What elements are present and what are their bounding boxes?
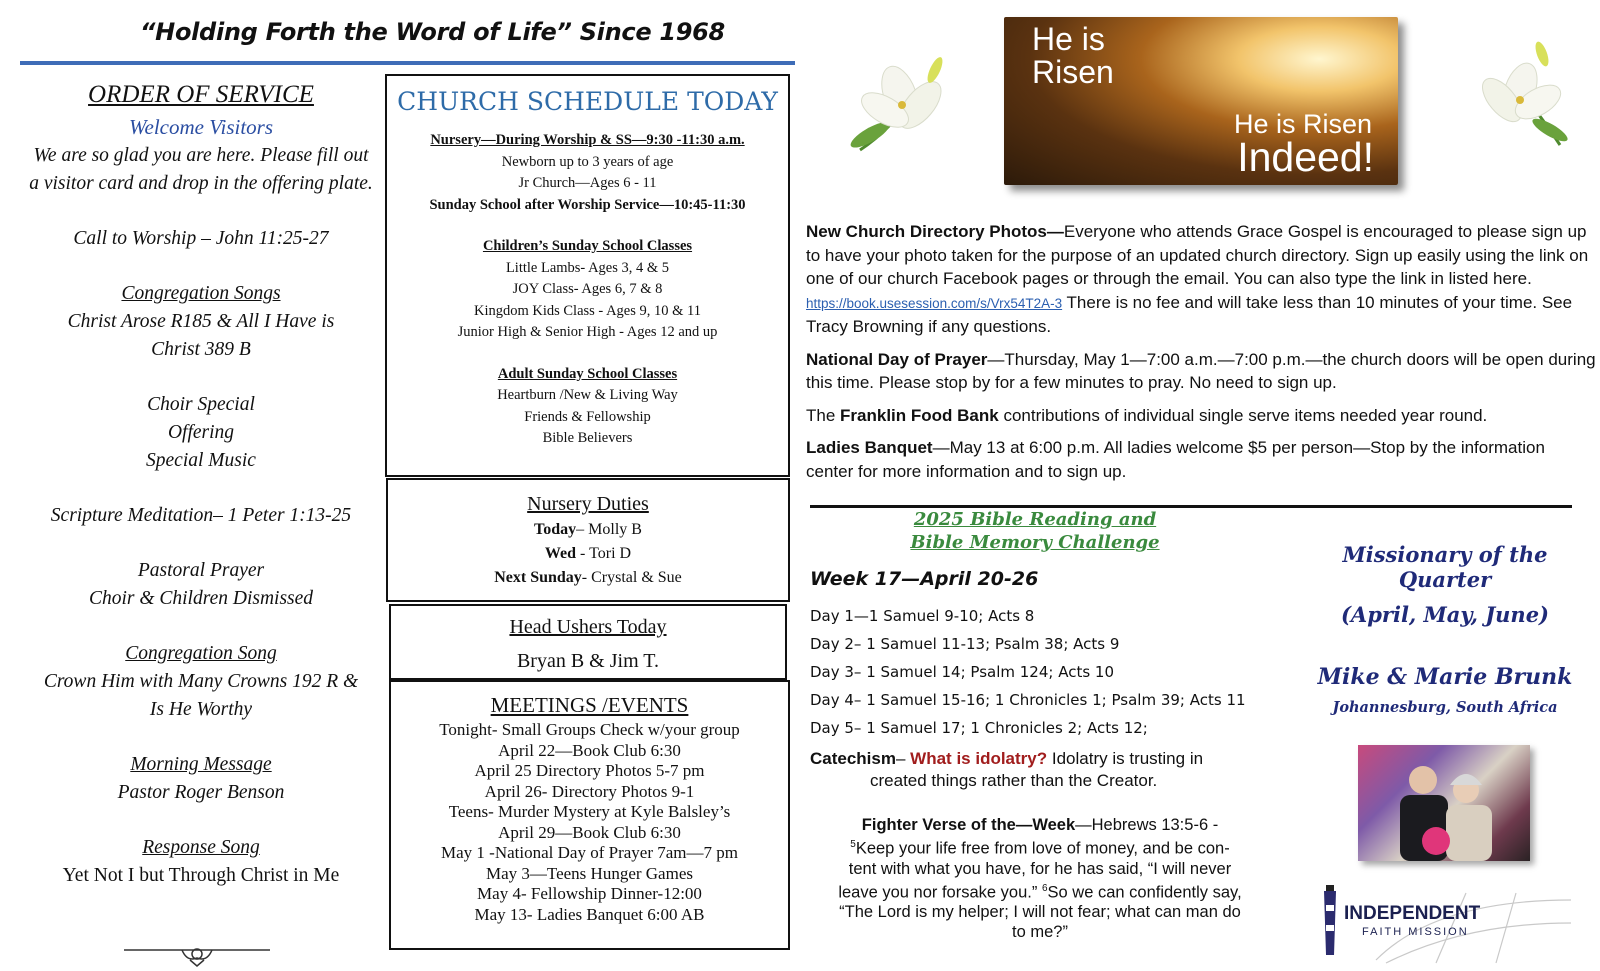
order-title: ORDER OF SERVICE [88,81,314,108]
reading-day: Day 5– 1 Samuel 17; 1 Chronicles 2; Acts 12; [810,719,1148,737]
song2-line-1: Crown Him with Many Crowns 192 R & [43,671,359,692]
independent-faith-mission-logo [1316,875,1576,965]
fighter-verse: Fighter Verse of the—Week—Hebrews 13:5-6 - $^5$Keep your life free from love of money, and be con- tent with what you have, for he has said, “I will never leave you nor forsake you.” $^6$So we can confidently say, “The Lord is my helper; I will not fear; what can man do to me?” [838,816,1242,941]
special-music: Special Music [146,450,256,471]
banner-text-2: He is Risen [1233,109,1372,139]
directory-announcement: New Church Directory Photos—Everyone who attends Grace Gospel is encouraged to please sign up to have your photo taken for the purpose of an updated church directory. Sign up easily using the link on one of our church Facebook pages or through the email. You can also type the link in listed here. https://book.usesession.com/s/Vrx54T2A-3 There is no fee and will take less than 10 minutes of your time. See Tracy Browning if any questions. [806,222,1589,336]
song2-line-2: Is He Worthy [149,699,253,720]
banner-text-3: Indeed! [1237,134,1374,180]
nursery-today: Today– Molly B [534,521,642,538]
welcome-text-2: a visitor card and drop in the offering plate. [29,173,373,194]
lily-flower-icon [1470,40,1580,150]
missionary-photo [1358,745,1530,861]
nursery-duties-box [386,478,790,602]
catechism-question: What is idolatry? [910,749,1048,768]
missionary-of-quarter: Missionary of the Quarter (April, May, June) Mike & Marie Brunk Johannesburg, South Africa [1300,542,1590,716]
motto: “Holding Forth the Word of Life” Since 1968 [140,18,725,46]
scripture-meditation: Scripture Meditation– 1 Peter 1:13-25 [50,505,352,526]
schedule-jr-church: Jr Church—Ages 6 - 11 [518,175,657,191]
morning-message-label: Morning Message [130,754,272,775]
event-item: May 13- Ladies Banquet 6:00 AB [474,904,705,924]
meetings-events-box [389,680,790,950]
reading-day: Day 1—1 Samuel 9-10; Acts 8 [810,607,1035,625]
schedule-newborn: Newborn up to 3 years of age [501,153,674,170]
class-heartburn: Heartburn /New & Living Way [497,387,678,403]
logo-text-2: FAITH MISSION [1362,926,1469,938]
songs-line-2: Christ 389 B [151,339,251,360]
adult-classes-label: Adult Sunday School Classes [497,365,678,382]
lily-flower-icon [840,50,955,160]
response-song: Yet Not I but Through Christ in Me [62,865,340,886]
banquet-announcement: Ladies Banquet—May 13 at 6:00 p.m. All ladies welcome $5 per person—Stop by the information center for more information and to sign up. [806,438,1545,481]
banner-text-1: He is Risen [1032,21,1114,90]
songs-line-1: Christ Arose R185 & All I Have is [67,311,335,332]
bible-reading-title: 2025 Bible Reading and Bible Memory Challenge [910,509,1160,553]
food-bank-announcement: The Franklin Food Bank contributions of individual single serve items needed year round. [806,405,1488,425]
pastoral-prayer: Pastoral Prayer [137,560,265,581]
class-joy: JOY Class- Ages 6, 7 & 8 [512,281,663,297]
class-bible-believers: Bible Believers [542,430,633,446]
welcome-heading: Welcome Visitors [128,115,274,139]
nursery-wed: Wed - Tori D [544,545,632,562]
catechism: Catechism– What is idolatry? Idolatry is trusting in created things rather than the Creator. [810,749,1204,790]
congregation-song-label: Congregation Song [125,643,277,664]
children-dismissed: Choir & Children Dismissed [88,588,314,609]
event-item: Tonight- Small Groups Check w/your group [439,720,740,739]
class-kingdom-kids: Kingdom Kids Class - Ages 9, 10 & 11 [473,302,702,319]
class-friends: Friends & Fellowship [524,408,651,425]
header-rule [20,61,795,65]
call-to-worship: Call to Worship – John 11:25-27 [73,228,329,249]
reading-day: Day 4– 1 Samuel 15-16; 1 Chronicles 1; Psalm 39; Acts 11 [810,691,1246,709]
childrens-classes-label: Children’s Sunday School Classes [482,238,693,254]
offering: Offering [167,422,235,443]
class-junior-high: Junior High & Senior High - Ages 12 and up [457,324,718,340]
congregation-songs-label: Congregation Songs [121,283,281,304]
response-song-label: Response Song [142,837,260,858]
missionary-names: Mike & Marie Brunk [1317,664,1573,690]
event-item: April 25 Directory Photos 5-7 pm [474,761,705,780]
church-schedule-box [385,74,790,477]
directory-link[interactable]: https://book.usesession.com/s/Vrx54T2A-3 [806,295,1063,311]
schedule-sunday-school: Sunday School after Worship Service—10:45-11:30 [429,196,746,213]
he-is-risen-banner [1004,17,1398,185]
reading-days [810,602,1246,742]
event-item: April 29—Book Club 6:30 [498,822,681,842]
missionary-place: Johannesburg, South Africa [1332,699,1558,716]
choir-special: Choir Special [147,394,255,415]
event-item: May 1 -National Day of Prayer 7am—7 pm [441,843,738,862]
logo-text-1: INDEPENDENT [1344,903,1481,924]
meetings-title: MEETINGS /EVENTS [490,693,689,717]
nursery-next-sunday: Next Sunday- Crystal & Sue [494,569,682,586]
ushers-title: Head Ushers Today [509,616,667,638]
pastor-name: Pastor Roger Benson [117,782,285,803]
schedule-title: CHURCH SCHEDULE TODAY [397,87,778,116]
ornament-divider-icon [122,940,272,968]
nursery-duties-title: Nursery Duties [527,493,649,515]
class-little-lambs: Little Lambs- Ages 3, 4 & 5 [505,259,670,276]
head-ushers-box [389,604,787,680]
event-item: April 26- Directory Photos 9-1 [484,781,695,801]
announcements [806,220,1596,492]
event-item: May 4- Fellowship Dinner-12:00 [477,884,702,903]
schedule-nursery: Nursery—During Worship & SS—9:30 -11:30 a.m. [430,132,745,148]
event-item: May 3—Teens Hunger Games [485,863,693,883]
prayer-announcement: National Day of Prayer—Thursday, May 1—7:00 a.m.—7:00 p.m.—the church doors will be open during this time. Please stop by for a few minutes to pray. No need to sign up. [806,349,1596,392]
event-item: April 22—Book Club 6:30 [498,740,681,760]
welcome-text-1: We are so glad you are here. Please fill out [33,145,369,166]
reading-week: Week 17—April 20-26 [810,568,1039,590]
ushers-names: Bryan B & Jim T. [516,650,660,672]
reading-day: Day 3– 1 Samuel 14; Psalm 124; Acts 10 [810,663,1114,681]
event-item: Teens- Murder Mystery at Kyle Balsley’s [448,802,731,821]
reading-day: Day 2– 1 Samuel 11-13; Psalm 38; Acts 9 [810,635,1120,653]
order-of-service [20,78,382,890]
